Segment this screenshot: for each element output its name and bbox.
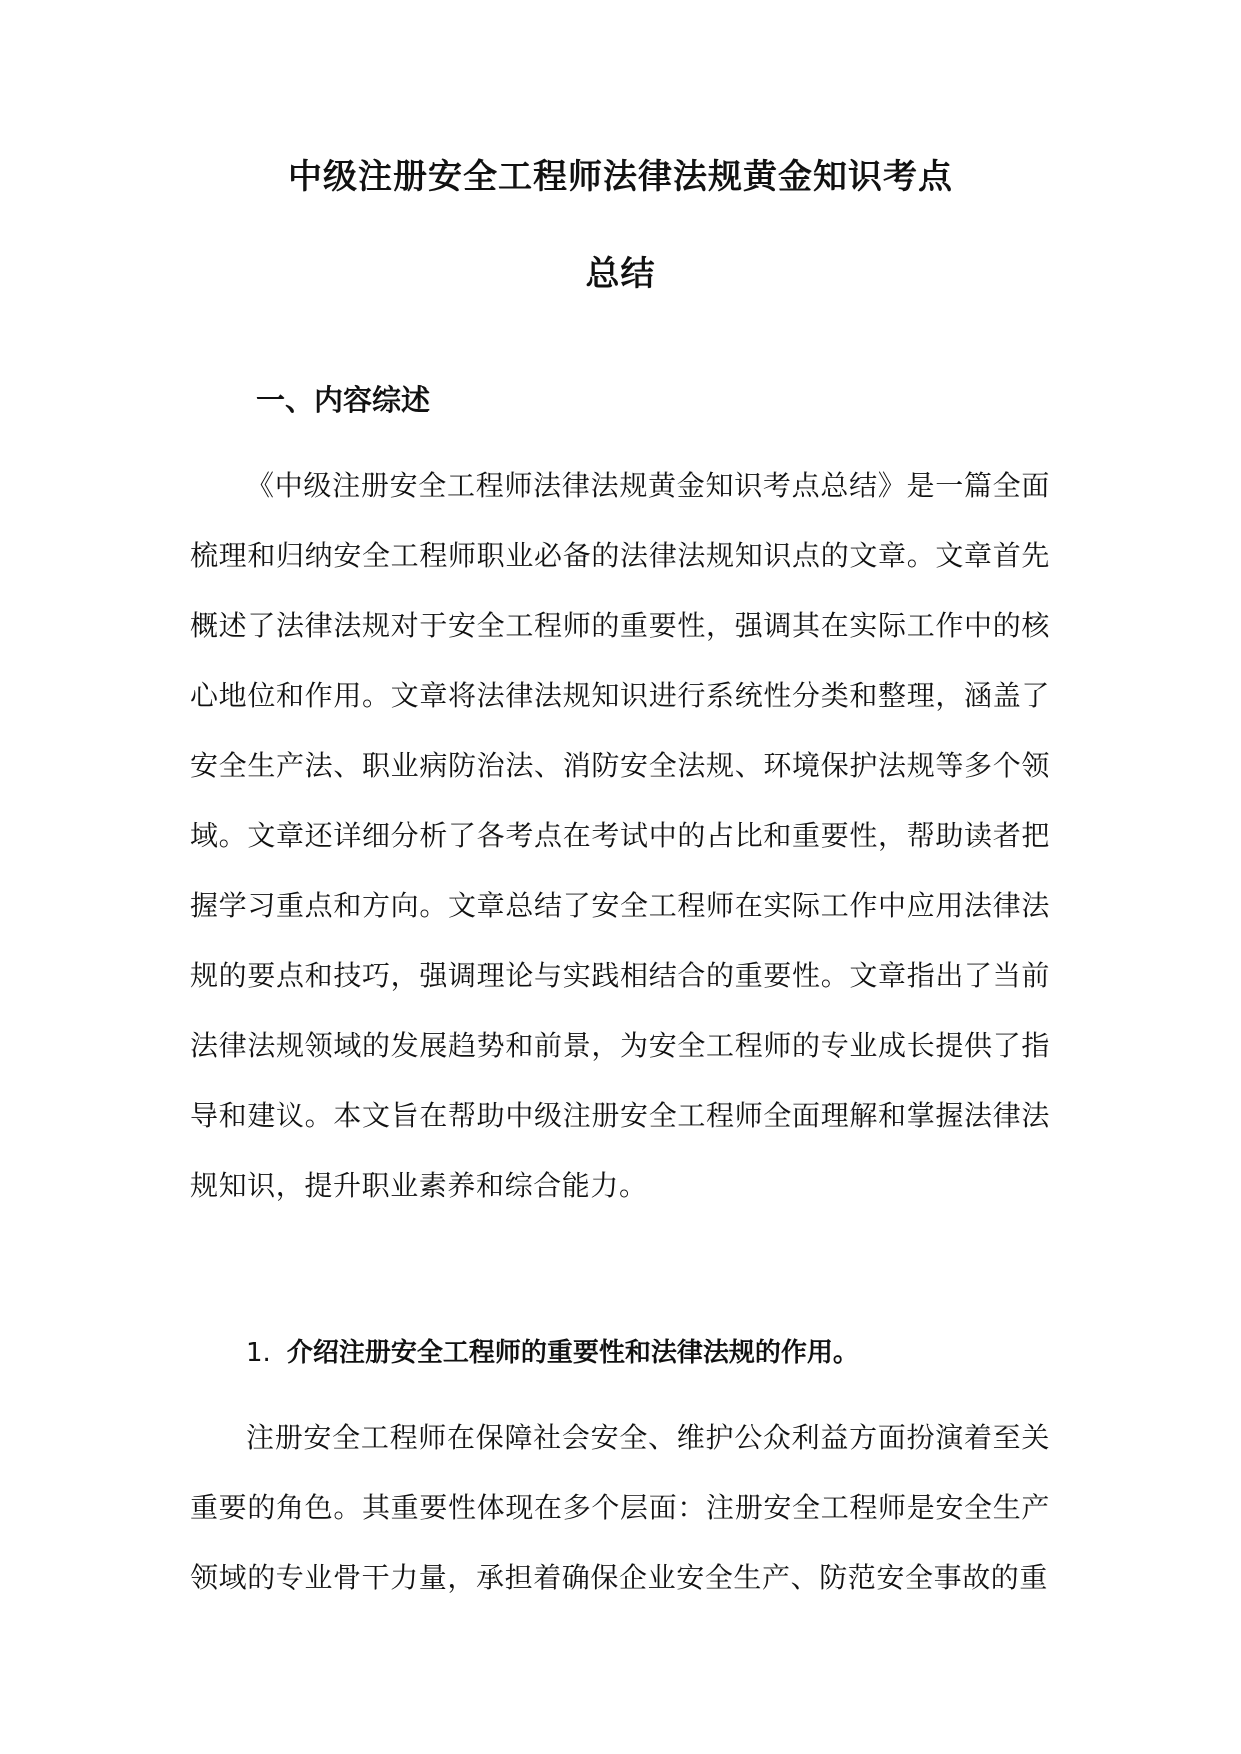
overview-paragraph: 《中级注册安全工程师法律法规黄金知识考点总结》是一篇全面梳理和归纳安全工程师职业必备的法律法规知识点的文章。文章首先概述了法律法规对于安全工程师的重要性，强调其在实际工作中的核心地位和作用。文章将法律法规知识进行系统性分类和整理，涵盖了安全生产法、职业病防治法、消防安全法规、环境保护法规等多个领域。文章还详细分析了各考点在考试中的占比和重要性，帮助读者把握学习重点和方向。文章总结了安全工程师在实际工作中应用法律法规的要点和技巧，强调理论与实践相结合的重要性。文章指出了当前法律法规领域的发展趋势和前景，为安全工程师的专业成长提供了指导和建议。本文旨在帮助中级注册安全工程师全面理解和掌握法律法规知识，提升职业素养和综合能力。 [190, 469, 1050, 1202]
subsection-paragraph: 注册安全工程师在保障社会安全、维护公众利益方面扮演着至关重要的角色。其重要性体现在多个层面：注册安全工程师是安全生产领域的专业骨干力量，承担着确保企业安全生产、防范安全事故的重 [190, 1421, 1050, 1594]
subsection-number: 1. [246, 1338, 271, 1368]
section-heading-overview: 一、内容综述 [256, 383, 431, 417]
subsection-heading [246, 1336, 859, 1370]
document-title-line-2: 总结 [585, 254, 656, 294]
subsection-heading-text: 介绍注册安全工程师的重要性和法律法规的作用。 [286, 1338, 859, 1368]
document-title-line-1: 中级注册安全工程师法律法规黄金知识考点 [288, 157, 953, 197]
